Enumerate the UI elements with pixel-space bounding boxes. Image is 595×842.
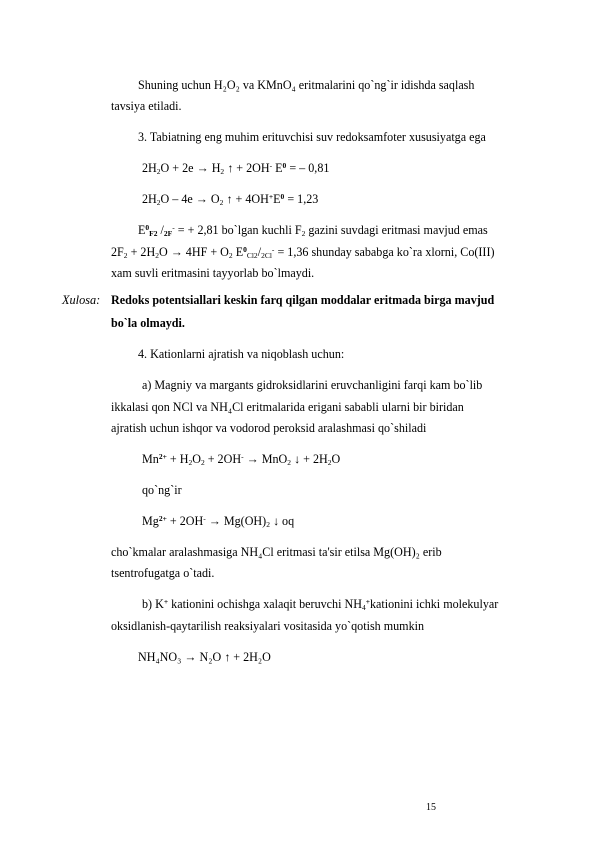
summary-label: Xulosa: — [62, 293, 101, 307]
text-line: qo`ng`ir — [142, 483, 182, 497]
summary-text: Redoks potentsiallari keskin farq qilgan moddalar eritmada birga mavjud — [111, 293, 495, 307]
inline-text: = 1,36 shunday sababga ko`ra xlorni, Co(III) — [277, 245, 495, 259]
equation-value: = – 0,81 — [289, 161, 330, 175]
text-line: tavsiya etiladi. — [111, 99, 182, 113]
inline-text: kationini ochishga xalaqit beruvchi NH — [171, 597, 362, 611]
equation-water-oxidation: $2H_2O - 4e \to O_2$ ↑ + $4OH^+E^0 = 1,23$ — [142, 191, 319, 207]
text-line: xam suvli eritmasini tayyorlab bo`lmaydi. — [111, 266, 315, 280]
inline-text: 2F — [111, 245, 124, 259]
equation-manganese: $Mn^{2+} + H_2O_2 + 2OH^- \to MnO_2$ ↓ + $2H_2O$ — [142, 451, 341, 467]
text-line: a) Magniy va margants gidroksidlarini eruvchanligini farqi kam bo`lib — [142, 378, 483, 392]
text-line: 3. Tabiatning eng muhim erituvchisi suv redoksamfoter xususiyatga ega — [138, 130, 486, 144]
text-line: Shuning uchun H₂O₂ va KMnO₄ eritmalarini qo`ng`ir idishda saqlash — [138, 78, 475, 92]
inline-text: oq — [282, 514, 295, 528]
equation-water-reduction: $2H_2O + 2e \to H_2$ ↑ + 2OH- $E^0$ = – 0,81 — [142, 160, 330, 176]
text-line: oksidlanish-qaytarilish reaksiyalari vositasida yo`qotish mumkin — [111, 619, 425, 633]
inline-text: O → 4HF + O — [158, 245, 229, 259]
text-line: tsentrofugatga o`tadi. — [111, 566, 215, 580]
page-number: 15 — [426, 802, 436, 813]
text-line: cho`kmalar aralashmasiga NH₄Cl eritmasi ta'sir etilsa Mg(OH)₂ erib — [111, 545, 442, 559]
inline-text: b) K — [142, 597, 164, 611]
summary-text: bo`la olmaydi. — [111, 316, 185, 330]
equation-ammonium-nitrate: NH₄NO₃ → N₂O ↑ + 2H₂O — [138, 650, 271, 664]
inline-text: gazini suvdagi eritmasi mavjud emas — [308, 223, 488, 237]
inline-text: kationini ichki molekulyar — [369, 597, 499, 611]
text-line: ajratish uchun ishqor va vodorod peroksid aralashmasi qo`shiladi — [111, 421, 427, 435]
equation-value: = 1,23 — [287, 192, 319, 206]
text-line-chlorine: $2F_2 + 2H_2O \to 4HF + O_2$ $E^0_{Cl2}/_{2Cl}^- = 1,36$ shunday sababga ko`ra xlorni, Co(III) — [111, 244, 495, 260]
inline-text: = + 2,81 bo`lgan kuchli F — [177, 223, 302, 237]
text-line: ikkalasi qon NCl va NH₄Cl eritmalarida erigani sababli ularni bir biridan — [111, 400, 464, 414]
text-line-fluorine: $E^0_{F2}$ $/_{2F}^-$ = + 2,81 bo`lgan kuchli $F_2$ gazini suvdagi eritmasi mavjud emas — [138, 222, 488, 238]
text-line-potassium: b) K+ kationini ochishga xalaqit beruvchi $NH_4^+kationini$ ichki molekulyar — [142, 596, 499, 612]
inline-text: + 2H — [130, 245, 156, 259]
text-line: 4. Kationlarni ajratish va niqoblash uchun: — [138, 347, 345, 361]
equation-magnesium: $Mg^{2+} + 2OH^- \to Mg(OH)_2$ ↓ oq — [142, 513, 295, 529]
